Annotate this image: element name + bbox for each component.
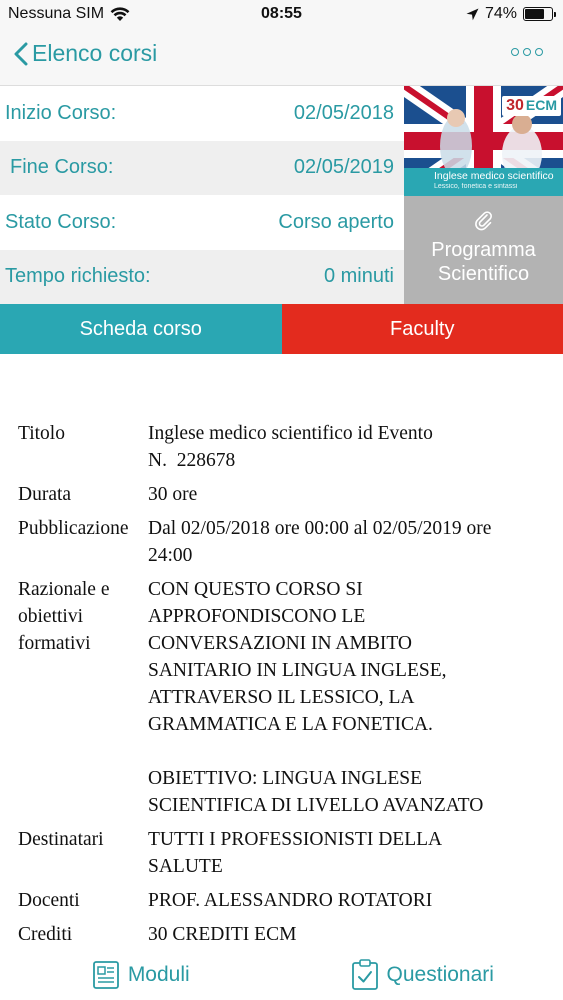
more-dot-icon (523, 48, 531, 56)
tab-faculty[interactable]: Faculty (282, 304, 563, 354)
clock: 08:55 (261, 5, 302, 22)
detail-row-razionale (18, 576, 538, 819)
detail-label: Docenti (18, 890, 80, 911)
location-arrow-icon (466, 8, 479, 21)
status-bar (0, 0, 563, 30)
clipboard-check-icon (351, 959, 379, 991)
carrier-label: Nessuna SIM (8, 5, 105, 22)
info-row-start (0, 86, 404, 141)
battery-icon (523, 7, 553, 21)
tab-scheda-corso[interactable]: Scheda corso (0, 304, 282, 354)
bottom-toolbar (0, 950, 563, 1000)
detail-value: CON QUESTO CORSO SI APPROFONDISCONO LE CONVERSAZIONI IN AMBITO SANITARIO IN LINGUA INGLESE, ATTRAVERSO IL LESSICO, LA GRAMMATICA E LA FONETICA. OBIETTIVO: LINGUA INGLESE SCIENTIFICA DI LIVELLO AVANZATO (148, 579, 484, 816)
detail-row-docenti (18, 887, 538, 914)
detail-value: 30 ore (148, 484, 198, 505)
moduli-button[interactable] (0, 950, 282, 1000)
detail-value: Inglese medico scientifico id Evento N. 228678 (148, 423, 433, 471)
programma-line1: Programma (431, 239, 536, 261)
detail-label: Razionale e obiettivi formativi (18, 579, 110, 654)
detail-value: Dal 02/05/2018 ore 00:00 al 02/05/2019 ore 24:00 (148, 518, 492, 566)
detail-row-durata (18, 481, 538, 508)
cover-subtitle: Lessico, fonetica e sintassi (434, 182, 518, 190)
questionari-button[interactable] (282, 950, 563, 1000)
info-value: 02/05/2019 (293, 156, 394, 179)
cover-title: Inglese medico scientifico (434, 170, 554, 182)
detail-value: 30 CREDITI ECM (148, 924, 297, 945)
battery-fill (525, 9, 544, 19)
navigation-bar (0, 30, 563, 86)
detail-label: Destinatari (18, 829, 104, 850)
info-value: 0 minuti (323, 265, 394, 288)
info-value: 02/05/2018 (293, 101, 394, 124)
cover-title-band (404, 168, 563, 196)
info-label: Tempo richiesto: (5, 265, 151, 288)
detail-row-titolo (18, 420, 538, 474)
course-cover-image (404, 86, 563, 196)
back-label: Elenco corsi (32, 40, 158, 66)
info-value: Corso aperto (278, 210, 394, 233)
programma-scientifico-button[interactable] (404, 196, 563, 304)
battery-percent: 74% (484, 5, 517, 22)
detail-label: Pubblicazione (18, 518, 129, 539)
section-tabs (0, 304, 563, 354)
chevron-left-icon (14, 42, 28, 66)
detail-label: Durata (18, 484, 72, 505)
course-details (18, 420, 538, 955)
paperclip-icon (473, 210, 495, 232)
questionari-label: Questionari (386, 963, 494, 986)
programma-line2: Scientifico (437, 263, 530, 285)
detail-row-destinatari (18, 826, 538, 880)
detail-row-crediti (18, 921, 538, 948)
detail-value: TUTTI I PROFESSIONISTI DELLA SALUTE (148, 829, 443, 877)
info-label: Inizio Corso: (5, 101, 117, 124)
detail-row-pubblicazione (18, 515, 538, 569)
modules-icon (92, 960, 120, 990)
detail-label: Titolo (18, 423, 65, 444)
status-right (466, 5, 553, 23)
ecm-label: ECM (525, 97, 557, 113)
course-info (0, 86, 404, 304)
detail-label: Crediti (18, 924, 73, 945)
more-dot-icon (511, 48, 519, 56)
info-row-end (0, 141, 404, 196)
ecm-number: 30 (506, 97, 524, 114)
ecm-badge (502, 96, 561, 116)
back-button[interactable] (14, 40, 157, 67)
info-label: Fine Corso: (10, 156, 114, 179)
info-row-time (0, 250, 404, 305)
detail-value: PROF. ALESSANDRO ROTATORI (148, 890, 433, 911)
moduli-label: Moduli (127, 963, 190, 986)
more-options-button[interactable] (511, 48, 543, 56)
more-dot-icon (535, 48, 543, 56)
info-row-status (0, 195, 404, 250)
info-label: Stato Corso: (5, 210, 117, 233)
